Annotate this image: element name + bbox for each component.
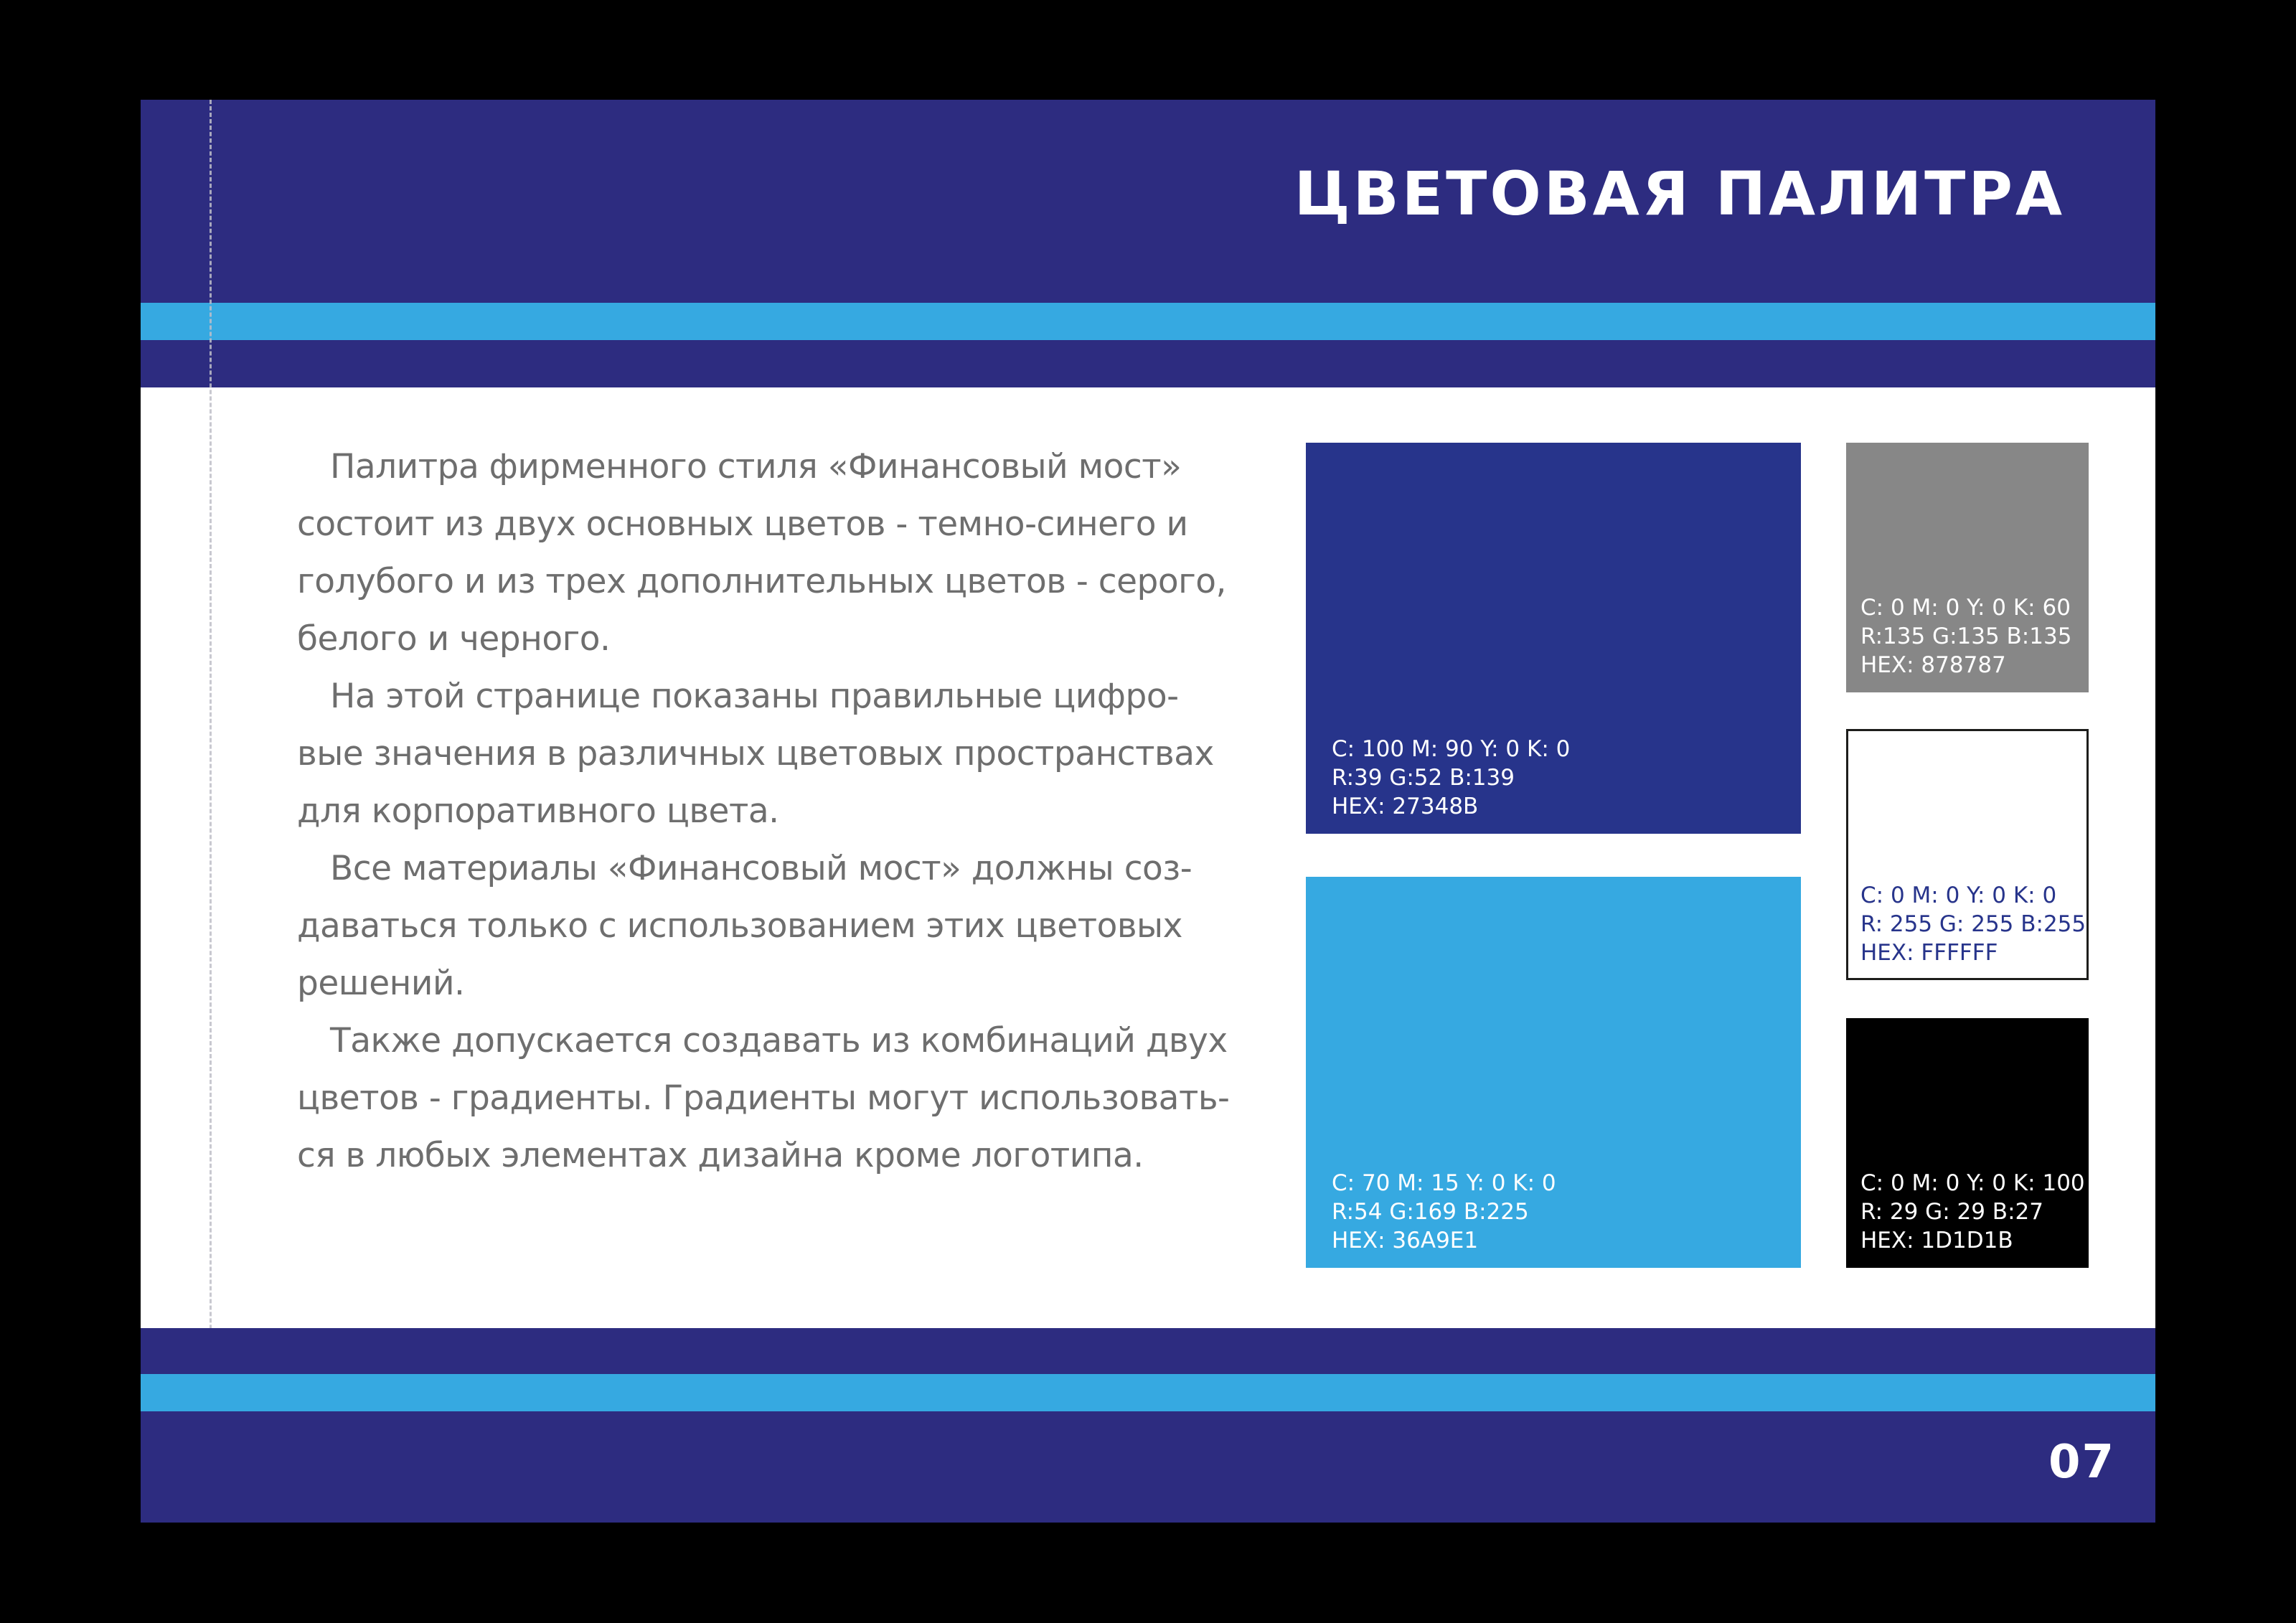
- margin-guide-line: [210, 100, 212, 1523]
- swatch-navy-hex: HEX: 27348B: [1332, 794, 1479, 819]
- paragraph-1: Палитра фирменного стиля «Финансовый мост» состоит из двух основных цветов - темно-синего и голубого и из трех дополнительных цветов - серого, белого и черного.: [297, 447, 1226, 659]
- footer-accent-stripe: [141, 1374, 2155, 1411]
- swatch-gray-values: [1860, 593, 2071, 679]
- paragraph-2: На этой странице показаны правильные цифро-вые значения в различных цветовых пространствах для корпоративного цвета.: [297, 677, 1214, 831]
- swatch-blue-cmyk: C: 70 M: 15 Y: 0 K: 0: [1332, 1170, 1556, 1196]
- swatch-gray-hex: HEX: 878787: [1860, 652, 2006, 678]
- footer-band: [141, 1411, 2155, 1523]
- swatch-black: [1846, 1018, 2089, 1268]
- swatch-white-rgb: R: 255 G: 255 B:255: [1860, 911, 2086, 937]
- swatch-black-values: [1860, 1169, 2085, 1255]
- swatch-gray-cmyk: C: 0 M: 0 Y: 0 K: 60: [1860, 595, 2071, 621]
- swatch-navy: [1306, 443, 1801, 834]
- page-title: ЦВЕТОВАЯ ПАЛИТРА: [1294, 159, 2065, 229]
- swatch-navy-cmyk: C: 100 M: 90 Y: 0 K: 0: [1332, 736, 1571, 762]
- swatch-black-cmyk: C: 0 M: 0 Y: 0 K: 100: [1860, 1170, 2085, 1196]
- swatch-navy-rgb: R:39 G:52 B:139: [1332, 765, 1515, 791]
- swatch-black-rgb: R: 29 G: 29 B:27: [1860, 1199, 2043, 1225]
- paragraph-3: Все материалы «Финансовый мост» должны соз-даваться только с использованием этих цветовых решений.: [297, 849, 1192, 1003]
- header-lower-band: [141, 340, 2155, 387]
- swatch-black-hex: HEX: 1D1D1B: [1860, 1228, 2013, 1253]
- swatch-blue: [1306, 877, 1801, 1268]
- brandbook-page: [141, 100, 2155, 1523]
- swatch-blue-values: [1332, 1169, 1556, 1255]
- header-accent-stripe: [141, 303, 2155, 340]
- swatch-blue-hex: HEX: 36A9E1: [1332, 1228, 1479, 1253]
- paragraph-4: Также допускается создавать из комбинаций двух цветов - градиенты. Градиенты могут использовать-ся в любых элементах дизайна кроме логотипа.: [297, 1021, 1230, 1175]
- swatch-blue-rgb: R:54 G:169 B:225: [1332, 1199, 1529, 1225]
- page-number: 07: [2048, 1436, 2115, 1489]
- description-text: [297, 438, 1230, 1185]
- swatch-gray-rgb: R:135 G:135 B:135: [1860, 624, 2072, 649]
- swatch-navy-values: [1332, 735, 1570, 821]
- swatch-white: [1846, 729, 2089, 980]
- swatch-white-values: [1860, 881, 2086, 967]
- swatch-white-hex: HEX: FFFFFF: [1860, 940, 1998, 966]
- swatch-white-cmyk: C: 0 M: 0 Y: 0 K: 0: [1860, 883, 2057, 908]
- footer-upper-band: [141, 1328, 2155, 1374]
- swatch-gray: [1846, 443, 2089, 692]
